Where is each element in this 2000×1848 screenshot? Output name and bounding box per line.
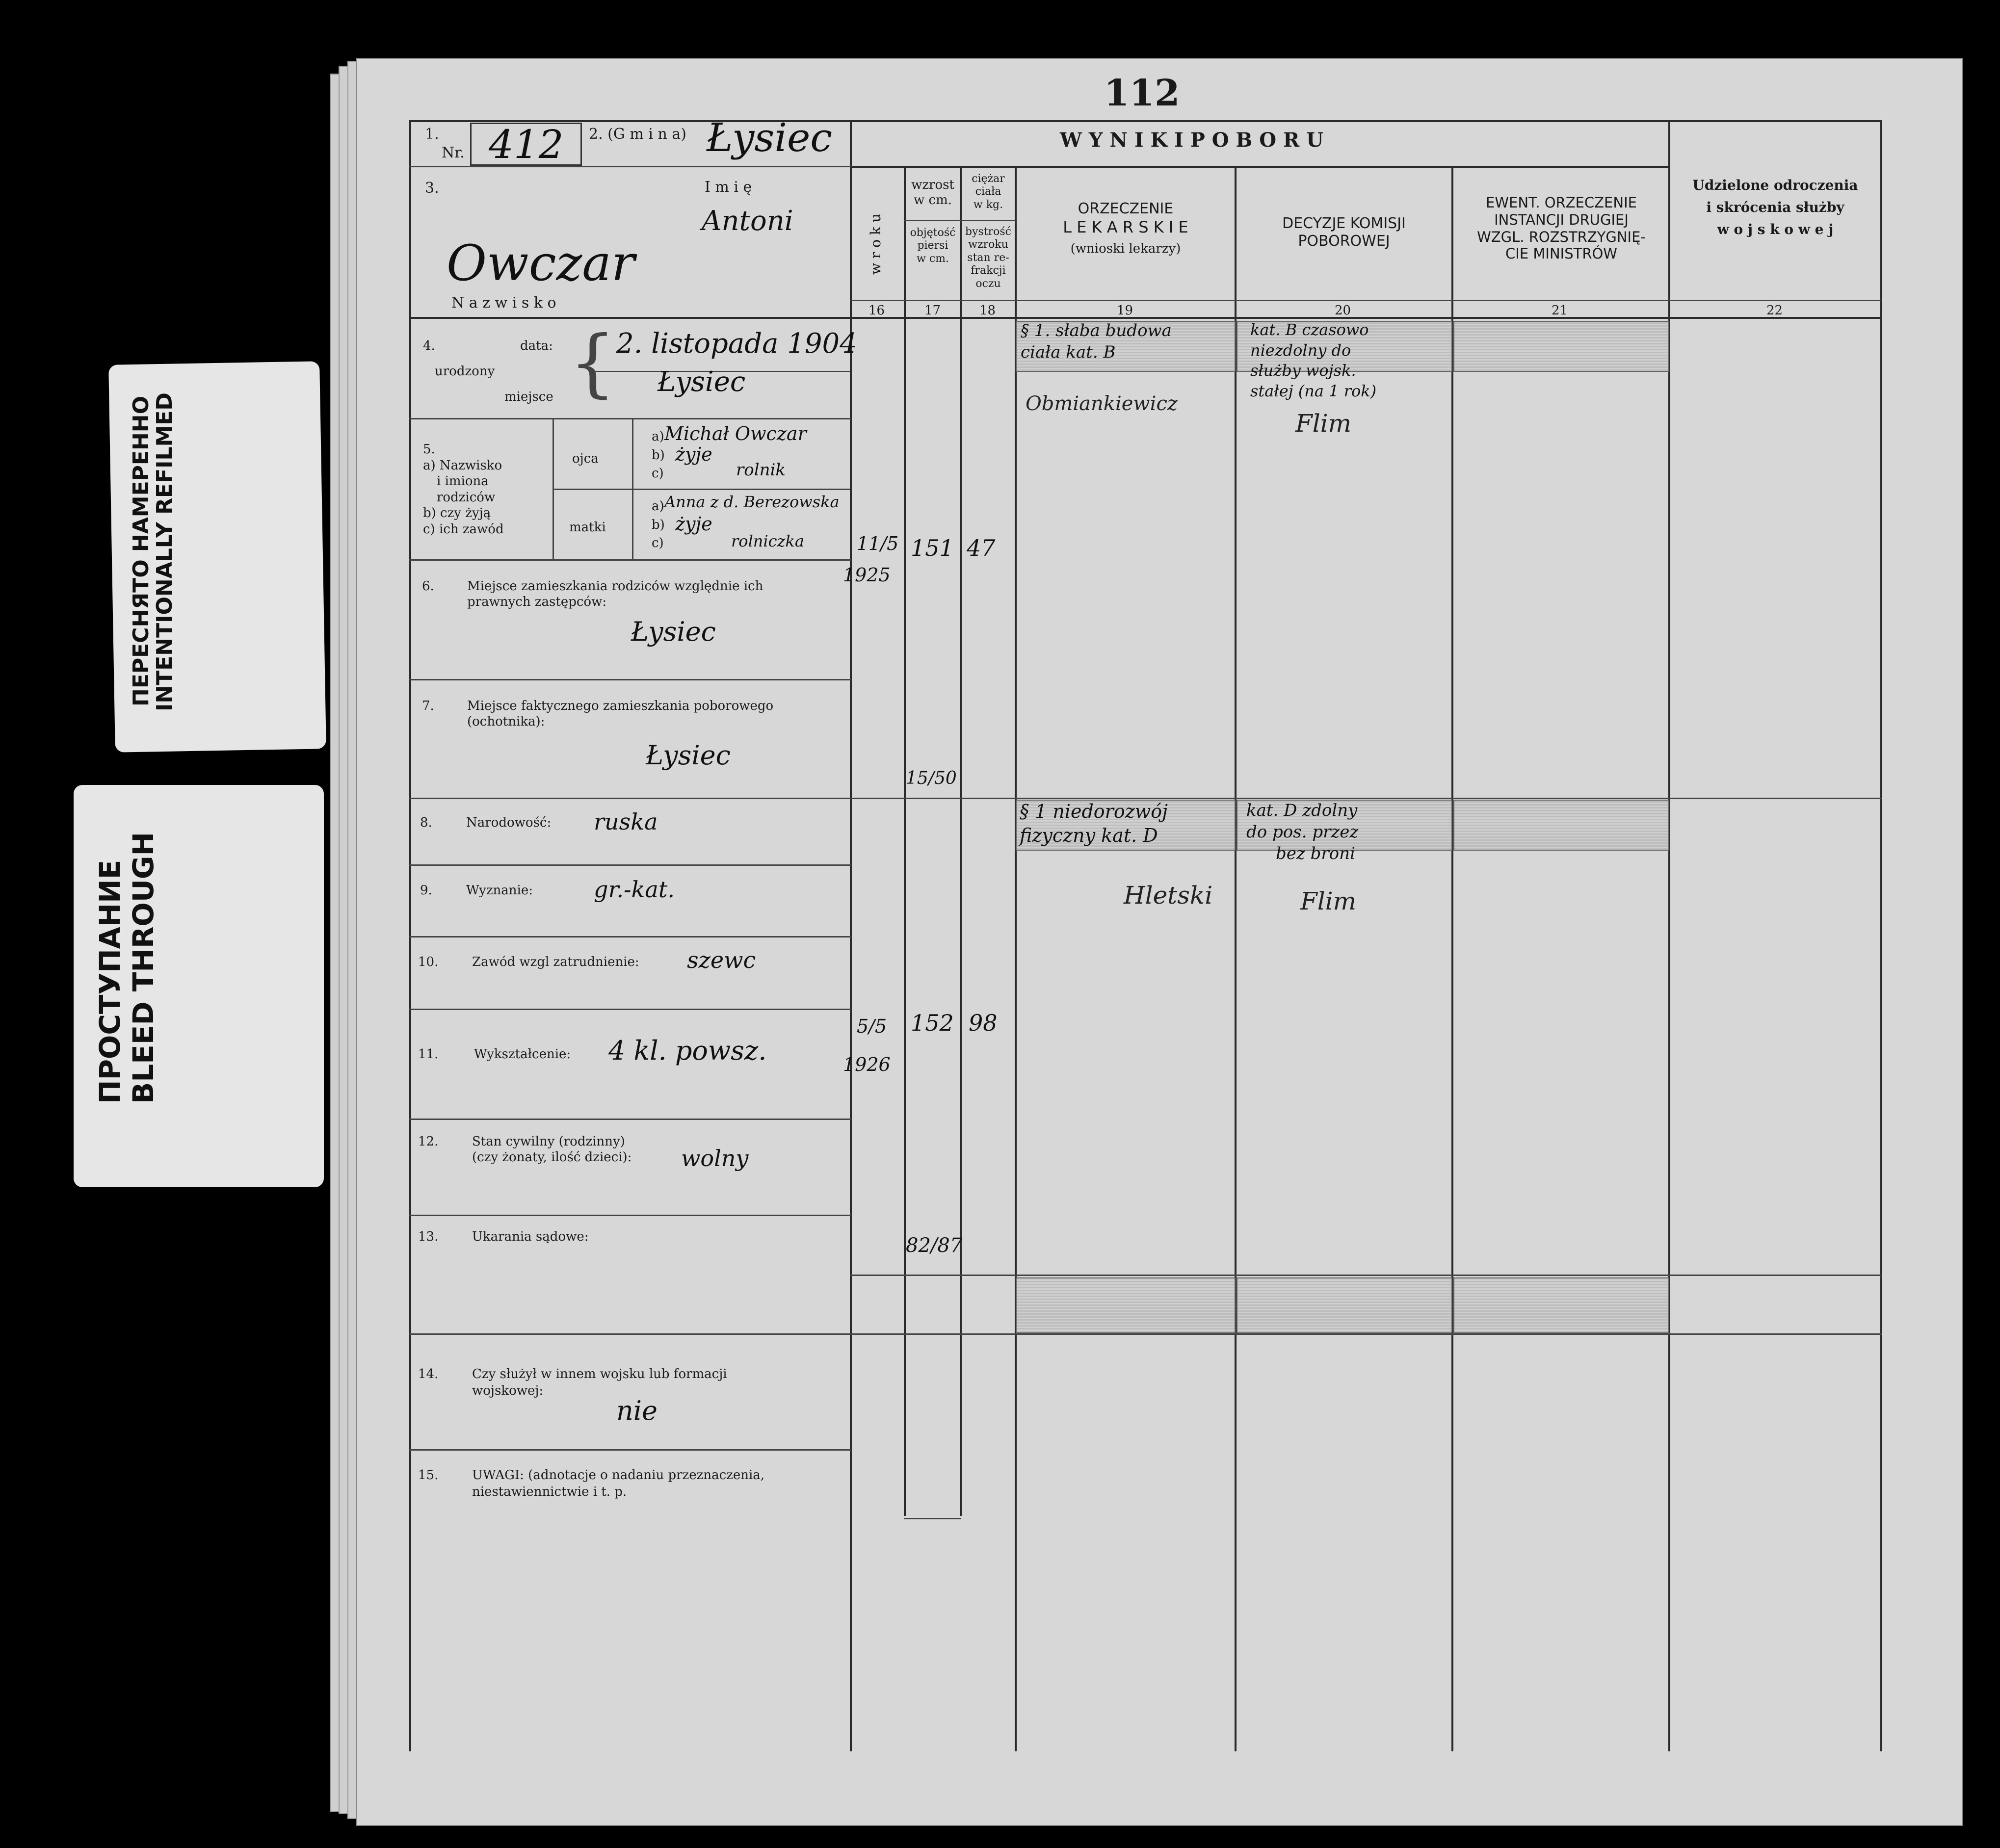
field3-num: 3. [425,180,439,197]
col17-bottom-line [904,1518,961,1519]
gmina-label: 2. (G m i n a) [589,126,686,143]
col21-header [1453,194,1669,262]
row-line [409,864,851,866]
row11-label: Wykształcenie: [474,1047,571,1062]
ojca-c-mark: c) [652,466,664,481]
col-divider [1015,167,1017,1751]
colnum-line [850,300,1881,301]
col17-bottom [906,227,960,265]
doctor-signature-1: Obmiankiewicz [1026,392,1178,415]
col19-number: 19 [1117,303,1133,318]
col20-header [1237,215,1451,250]
header-bottom [409,317,1882,319]
col20-header-b: POBOROWEJ [1298,233,1390,250]
row9-value: gr.-kat. [594,876,675,903]
nr-value: 412 [489,122,564,167]
row5-label-a: a) Nazwisko [423,458,502,473]
year1-date: 11/5 [857,533,899,554]
col20-number: 20 [1335,303,1351,318]
col19-header-b: L E K A R S K I E [1063,218,1188,236]
row8-label: Narodowość: [466,815,552,830]
matki-b-mark: b) [652,517,665,532]
row6-num: 6. [422,579,434,594]
col-divider [1451,167,1453,1751]
col19-header-a: ORZECZENIE [1078,200,1174,217]
row4-miejsce-label: miejsce [504,390,553,404]
imie-label: I m i ę [705,179,752,196]
col21-header-b: INSTANCJI DRUGIEJ [1494,211,1629,228]
col16-number: 16 [868,303,885,318]
row12-label-a: Stan cywilny (rodzinny) [472,1134,625,1149]
ojca-c-value: rolnik [736,460,786,480]
matki-c-value: rolniczka [731,532,804,550]
wyniki-title: W Y N I K I P O B O R U [1060,129,1324,152]
ojca-a-mark: a) [652,429,664,444]
col18-top-c: w kg. [973,198,1003,211]
parents-split [553,489,850,490]
col17-number: 17 [924,303,941,318]
decyzja2 [1246,800,1358,865]
row14-label-a: Czy służył w innem wojsku lub formacji [472,1367,727,1381]
col17-split [904,220,961,221]
doctor-signature-2: Hletski [1124,881,1213,910]
col17-top [906,178,960,208]
row14-label-b: wojskowej: [472,1383,544,1398]
row11-value: 4 kl. powsz. [608,1035,767,1066]
nazwisko-value: Owczar [447,234,635,292]
row4-urodzony-label: urodzony [435,364,495,379]
row-line [409,418,851,419]
bleed-label-en: BLEED THROUGH [127,832,160,1104]
row-line [409,1449,851,1451]
orzeczenie2 [1020,800,1168,848]
col18-split [960,220,1016,221]
row-line [409,1119,851,1120]
row-line [409,1009,851,1010]
col21-number: 21 [1552,303,1568,318]
nr-label: Nr. [442,144,465,161]
row13-num: 13. [418,1229,439,1244]
col18-bot-e: oczu [975,277,1001,290]
col21-header-d: CIE MINISTRÓW [1505,245,1617,262]
matki-a-value: Anna z d. Berezowska [664,493,840,511]
row10-label: Zawód wzgl zatrudnienie: [472,955,639,969]
orzeczenie1-b: ciała kat. B [1021,342,1116,363]
col17-bot-a: objętość [910,227,956,239]
row9-label: Wyznanie: [466,883,533,898]
imie-value: Antoni [702,205,793,237]
row15-num: 15. [418,1468,439,1483]
shaded-cell [1453,1277,1669,1333]
col22-number: 22 [1766,303,1783,318]
col18-bottom [962,226,1015,290]
row4-data-label: data: [520,338,553,353]
col-divider [904,167,906,1516]
frame-top [409,120,1882,122]
gmina-value: Łysiec [707,115,833,160]
matki-label: matki [569,520,606,535]
row7-value: Łysiec [646,740,731,771]
row7-label-b: (ochotnika): [467,714,545,729]
row-line [409,1333,1882,1335]
col17-bot-b: piersi [917,239,948,252]
matki-b-value: żyje [675,513,712,535]
row12-num: 12. [418,1134,439,1149]
row-line [850,1275,1881,1276]
page-number: 112 [1104,72,1180,114]
row4-miejsce-value: Łysiec [658,366,746,398]
row5-label-b: i imiona [437,474,489,489]
row4-num: 4. [423,338,435,353]
row15-label-b: niestawiennictwie i t. p. [472,1484,627,1499]
row12-label-b: (czy żonaty, ilość dzieci): [472,1150,632,1165]
row15-label-a: UWAGI: (adnotacje o nadaniu przeznaczenia, [472,1468,765,1483]
col18-number: 18 [979,303,996,318]
row6-label-b: prawnych zastępców: [467,595,607,609]
row14-num: 14. [418,1367,439,1381]
col16-label: w r o k u [868,213,884,275]
col-divider [1235,167,1237,1751]
col22-header-c: w o j s k o w e j [1717,221,1834,237]
refilmed-label-ru: ПЕРЕСНЯТО НАМЕРЕННО [129,396,154,706]
col17-top-a: wzrost [911,178,954,192]
row4-data-value: 2. listopada 1904 [616,328,857,360]
ojca-label: ojca [572,451,599,466]
col21-header-a: EWENT. ORZECZENIE [1486,194,1637,211]
height1: 151 [911,535,954,561]
col17-top-b: w cm. [914,193,952,208]
shaded-cell [1453,800,1669,851]
bleed-label-ru: ПРОСТУПАНИЕ [93,859,127,1104]
field1-line [409,166,851,167]
orzeczenie1 [1021,320,1172,363]
row-line [409,679,851,680]
orzeczenie2-b: fizyczny kat. D [1020,825,1158,847]
decyzja1-d: stałej (na 1 rok) [1250,381,1377,400]
row10-value: szewc [687,947,756,973]
commission-signature-2: Flim [1300,887,1357,915]
col18-bot-c: stan re- [967,251,1009,264]
row6-label-a: Miejsce zamieszkania rodziców względnie ich [467,579,763,594]
ojca-b-value: żyje [675,443,712,465]
nazwisko-label: N a z w i s k o [451,294,556,312]
decyzja1 [1250,320,1376,401]
row14-value: nie [616,1395,658,1426]
row5-label-d: b) czy żyją [423,506,491,521]
decyzja2-c: bez broni [1276,844,1355,864]
chest2: 82/87 [906,1234,963,1257]
col20-header-a: DECYZJE KOMISJI [1282,215,1406,232]
ojca-abc [652,428,665,483]
row10-num: 10. [418,955,439,969]
matki-a-mark: a) [652,499,664,514]
row11-num: 11. [418,1047,439,1062]
row5-label-e: c) ich zawód [423,521,504,537]
row9-num: 9. [420,883,432,898]
col18-bot-b: wzroku [968,238,1008,251]
weight1: 47 [967,535,996,561]
ojca-b-mark: b) [652,447,665,463]
weight2: 98 [969,1010,998,1036]
col22-header [1670,175,1880,240]
col18-top-b: ciała [975,185,1001,198]
col18-bot-a: bystrość [965,226,1011,238]
row8-value: ruska [594,808,658,835]
row7-label-a: Miejsce faktycznego zamieszkania poborowego [467,699,774,713]
col17-bot-c: w cm. [917,252,949,265]
matki-c-mark: c) [652,536,664,551]
frame-right [1880,120,1882,1751]
decyzja1-b: niezdolny do [1250,340,1351,360]
row5-label [423,442,504,537]
row13-label: Ukarania sądowe: [472,1229,589,1244]
year2: 1926 [843,1054,891,1075]
year2-date: 5/5 [857,1015,887,1037]
decyzja1-a: kat. B czasowo [1250,320,1369,339]
row5-num: 5. [423,442,435,457]
col18-top-a: ciężar [972,173,1005,185]
row-line [409,798,1882,799]
col18-bot-d: frakcji [971,264,1006,277]
col21-header-c: WZGL. ROZSTRZYGNIĘ- [1477,228,1646,245]
field1-num: 1. [425,126,439,143]
row7-num: 7. [422,699,434,713]
row4-brace: { [569,320,616,406]
row8-num: 8. [420,815,432,830]
col22-header-b: i skrócenia służby [1706,199,1844,215]
row5-label-c: rodziców [437,490,496,505]
chest1: 15/50 [906,768,957,788]
shaded-cell [1453,321,1669,372]
col18-top [962,173,1015,211]
col22-header-a: Udzielone odroczenia [1692,177,1858,193]
row-line [409,936,851,937]
year1: 1925 [843,564,891,586]
row12-value: wolny [681,1145,749,1171]
shaded-cell [1237,1277,1452,1333]
row6-value: Łysiec [631,616,716,647]
col19-header [1017,200,1235,257]
refilmed-label-en: INTENTIONALLY REFILMED [152,392,177,711]
row-line [409,1215,851,1216]
decyzja2-b: do pos. przez [1246,822,1359,842]
col-divider [960,167,962,1516]
decyzja2-a: kat. D zdolny [1246,801,1358,820]
height2: 152 [911,1010,954,1036]
commission-signature-1: Flim [1295,409,1352,438]
shaded-cell [1016,1277,1236,1333]
col19-header-c: (wnioski lekarzy) [1070,241,1181,257]
matki-abc [652,497,665,553]
orzeczenie2-a: § 1 niedorozwój [1020,801,1168,822]
wyniki-line [850,166,1669,168]
ojca-a-value: Michał Owczar [664,423,807,444]
decyzja1-c: służby wojsk. [1250,361,1356,380]
row-line [409,559,851,561]
orzeczenie1-a: § 1. słaba budowa [1021,321,1172,340]
